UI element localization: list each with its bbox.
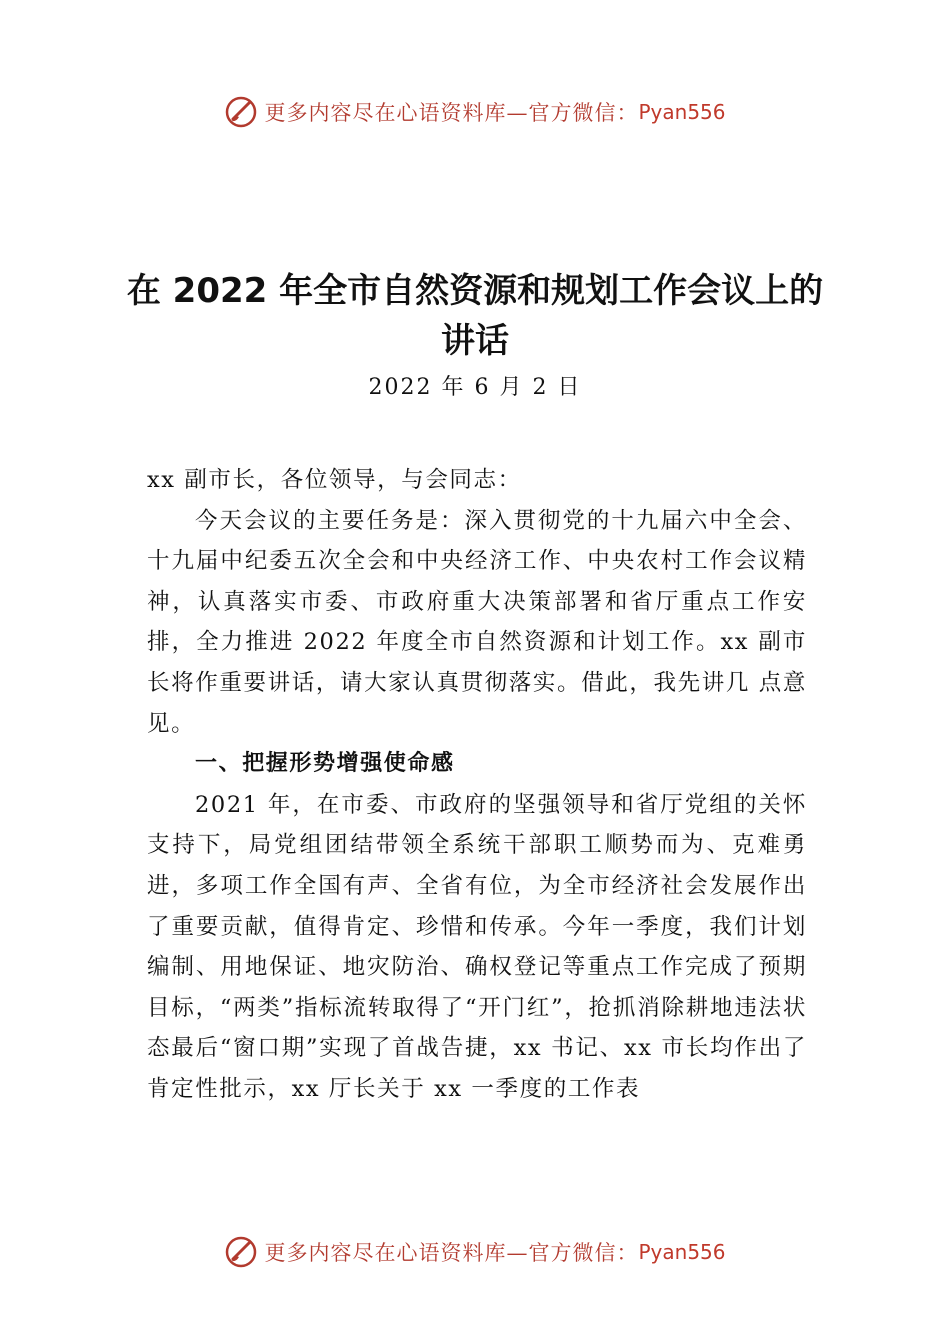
document-date: 2022 年 6 月 2 日 bbox=[368, 375, 582, 400]
header-banner bbox=[0, 92, 950, 132]
brush-logo-icon bbox=[224, 95, 258, 129]
section-heading: 一、把握形势增强使命感 bbox=[195, 751, 455, 777]
banner-text: 更多内容尽在心语资料库—官方微信： bbox=[264, 101, 639, 125]
footer-banner bbox=[0, 1232, 950, 1272]
brush-logo-icon bbox=[224, 1235, 258, 1269]
paragraph: 今天会议的主要任务是：深入贯彻党的十九届六中全会、十九届中纪委五次全会和中央经济工作、中央农村工作会议精神，认真落实市委、市政府重大决策部署和省厅重点工作安排，全力推进 2022 年度全市自然资源和计划工作。xx 副市长将作重要讲话，请大家认真贯彻落实。借此，我先讲几 点意见。 bbox=[147, 507, 807, 737]
banner-text: 更多内容尽在心语资料库—官方微信： bbox=[264, 1241, 639, 1265]
wechat-id: Pyan556 bbox=[638, 1240, 726, 1264]
document-title: 在 2022 年全市自然资源和规划工作会议上的讲话 bbox=[126, 271, 824, 361]
wechat-id: Pyan556 bbox=[638, 100, 726, 124]
document-body bbox=[147, 460, 807, 1110]
paragraph: 2021 年，在市委、市政府的坚强领导和省厅党组的关怀支持下，局党组团结带领全系统干部职工顺势而为、克难勇进，多项工作全国有声、全省有位，为全市经济社会发展作出了重要贡献，值得肯定、珍惜和传承。今年一季度，我们计划编制、用地保证、地灾防治、确权登记等重点工作完成了预期目标，“两类”指标流转取得了“开门红”，抢抓消除耕地违法状态最后“窗口期”实现了首战告捷，xx 书记、xx 市长均作出了肯定性批示，xx 厅长关于 xx 一季度的工作表 bbox=[147, 791, 807, 1102]
salutation: xx 副市长，各位领导，与会同志： bbox=[147, 467, 522, 493]
